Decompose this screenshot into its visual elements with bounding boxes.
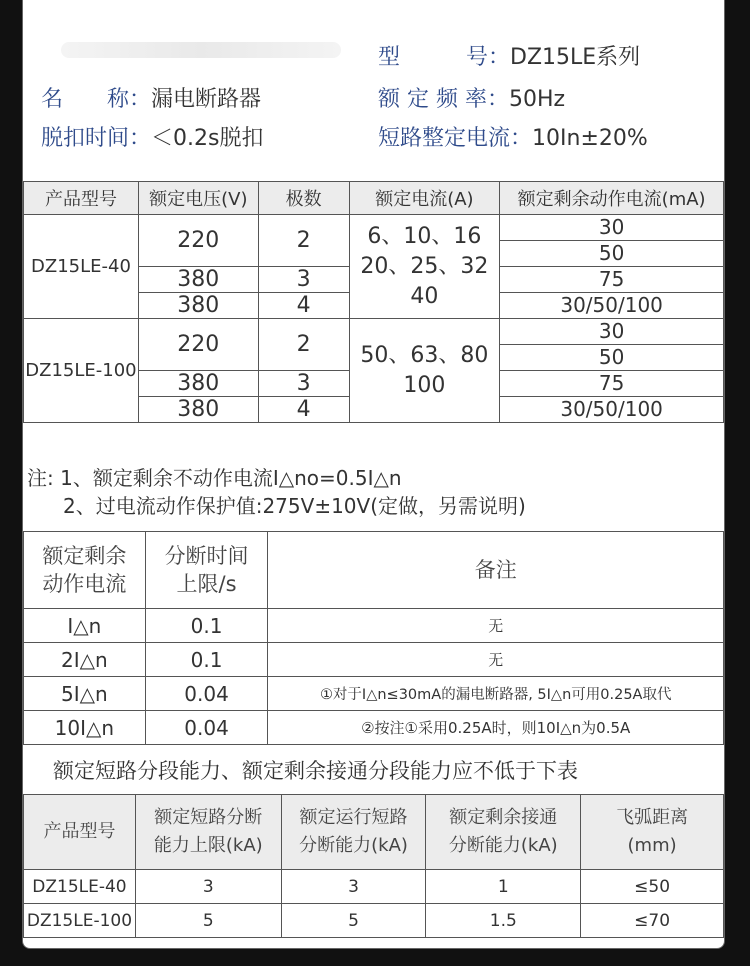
col-header-residual-make <box>426 795 581 870</box>
rating-table <box>23 181 724 423</box>
poles-cell: 2 <box>258 215 349 267</box>
spec-short-circuit-label: 短路整定电流： <box>378 126 533 151</box>
header-line: 额定短路分断 <box>154 807 263 828</box>
header-line: 额定剩余接通 <box>449 807 558 828</box>
run-short-cell: 5 <box>281 904 426 938</box>
capacity-table-title <box>23 744 724 795</box>
residual-current-cell: 2I△n <box>24 643 146 677</box>
notes-block <box>23 445 724 532</box>
residual-cell: 30 <box>500 215 724 241</box>
residual-make-cell: 1 <box>426 870 581 904</box>
header-line: 额定剩余 <box>42 544 127 568</box>
header-line: 额定运行短路 <box>299 807 408 828</box>
voltage-cell: 220 <box>138 319 258 371</box>
spec-sheet <box>22 0 725 949</box>
short-limit-cell: 5 <box>135 904 281 938</box>
spec-model-label: 型 号： <box>378 45 511 70</box>
col-header-voltage: 额定电压(V) <box>138 182 258 215</box>
short-limit-cell: 3 <box>135 870 281 904</box>
arc-distance-cell: ≤50 <box>581 870 724 904</box>
residual-cell: 30/50/100 <box>500 397 724 423</box>
note-line-1: 注: 1、额定剩余不动作电流I△no=0.5I△n <box>27 466 402 490</box>
col-header-poles: 极数 <box>258 182 349 215</box>
residual-cell: 75 <box>500 267 724 293</box>
spec-frequency-label: 额 定 频 率： <box>378 87 509 112</box>
spec-name-label: 名 称： <box>41 87 152 112</box>
poles-cell: 2 <box>258 319 349 371</box>
remark-cell: ②按注①采用0.25A时，则10I△n为0.5A <box>268 711 724 745</box>
residual-make-cell: 1.5 <box>426 904 581 938</box>
residual-cell: 50 <box>500 345 724 371</box>
residual-current-cell: I△n <box>24 609 146 643</box>
run-short-cell: 3 <box>281 870 426 904</box>
remark-cell: 无 <box>268 643 724 677</box>
remark-cell: 无 <box>268 609 724 643</box>
poles-cell: 4 <box>258 293 349 319</box>
voltage-cell: 380 <box>138 267 258 293</box>
header-line: 上限/s <box>176 572 237 596</box>
header-line: (mm) <box>627 835 677 856</box>
current-cell <box>349 319 500 423</box>
col-header-run-short <box>281 795 426 870</box>
break-time-cell: 0.04 <box>145 677 268 711</box>
break-time-cell: 0.1 <box>145 609 268 643</box>
arc-distance-cell: ≤70 <box>581 904 724 938</box>
model-cell: DZ15LE-100 <box>24 319 139 423</box>
breaking-time-table <box>23 531 724 745</box>
break-time-cell: 0.04 <box>145 711 268 745</box>
residual-cell: 75 <box>500 371 724 397</box>
note-line-2: 2、过电流动作保护值:275V±10V(定做，另需说明) <box>63 494 526 518</box>
spec-trip-time <box>41 121 263 152</box>
spec-name <box>41 82 261 113</box>
header-line: 动作电流 <box>42 572 127 596</box>
residual-cell: 50 <box>500 241 724 267</box>
break-time-cell: 0.1 <box>145 643 268 677</box>
spec-trip-time-value: ＜0.2s脱扣 <box>151 126 264 151</box>
col-header-current: 额定电流(A) <box>349 182 500 215</box>
residual-current-cell: 10I△n <box>24 711 146 745</box>
spec-short-circuit <box>378 121 648 152</box>
col-header-short-limit <box>135 795 281 870</box>
col-header-residual-current <box>24 532 146 609</box>
current-line: 40 <box>410 283 439 309</box>
capacity-table-title-text: 额定短路分段能力、额定剩余接通分段能力应不低于下表 <box>53 759 578 783</box>
col-header-arc-distance <box>581 795 724 870</box>
voltage-cell: 380 <box>138 397 258 423</box>
header-line: 分断能力(kA) <box>299 835 408 856</box>
residual-cell: 30/50/100 <box>500 293 724 319</box>
spec-frequency-value: 50Hz <box>508 87 566 112</box>
current-line: 6、10、16 <box>367 223 482 249</box>
voltage-cell: 220 <box>138 215 258 267</box>
header-line: 能力上限(kA) <box>153 835 263 856</box>
header-line: 飞弧距离 <box>616 807 689 828</box>
col-header-model: 产品型号 <box>24 795 136 870</box>
poles-cell: 3 <box>258 371 349 397</box>
model-cell: DZ15LE-40 <box>24 870 136 904</box>
poles-cell: 4 <box>258 397 349 423</box>
col-header-break-time <box>145 532 268 609</box>
spec-model <box>378 40 640 71</box>
residual-current-cell: 5I△n <box>24 677 146 711</box>
header-line: 分断时间 <box>164 544 249 568</box>
spec-frequency <box>378 82 565 113</box>
col-header-model: 产品型号 <box>24 182 139 215</box>
model-cell: DZ15LE-40 <box>24 215 139 319</box>
col-header-remark: 备注 <box>268 532 724 609</box>
header-line: 分断能力(kA) <box>448 835 558 856</box>
poles-cell: 3 <box>258 267 349 293</box>
model-cell: DZ15LE-100 <box>24 904 136 938</box>
current-line: 100 <box>403 372 446 398</box>
capacity-table <box>23 794 724 938</box>
col-header-residual: 额定剩余动作电流(mA) <box>500 182 724 215</box>
spec-model-value: DZ15LE系列 <box>510 45 641 70</box>
residual-cell: 30 <box>500 319 724 345</box>
spec-trip-time-label: 脱扣时间： <box>41 126 152 151</box>
voltage-cell: 380 <box>138 293 258 319</box>
spec-name-value: 漏电断路器 <box>151 87 262 112</box>
current-line: 50、63、80 <box>360 342 489 368</box>
current-line: 20、25、32 <box>360 253 489 279</box>
blurred-title-bar <box>61 42 341 58</box>
current-cell <box>349 215 500 319</box>
voltage-cell: 380 <box>138 371 258 397</box>
remark-cell: ①对于I△n≤30mA的漏电断路器, 5I△n可用0.25A取代 <box>268 677 724 711</box>
spec-short-circuit-value: 10In±20% <box>532 126 648 151</box>
